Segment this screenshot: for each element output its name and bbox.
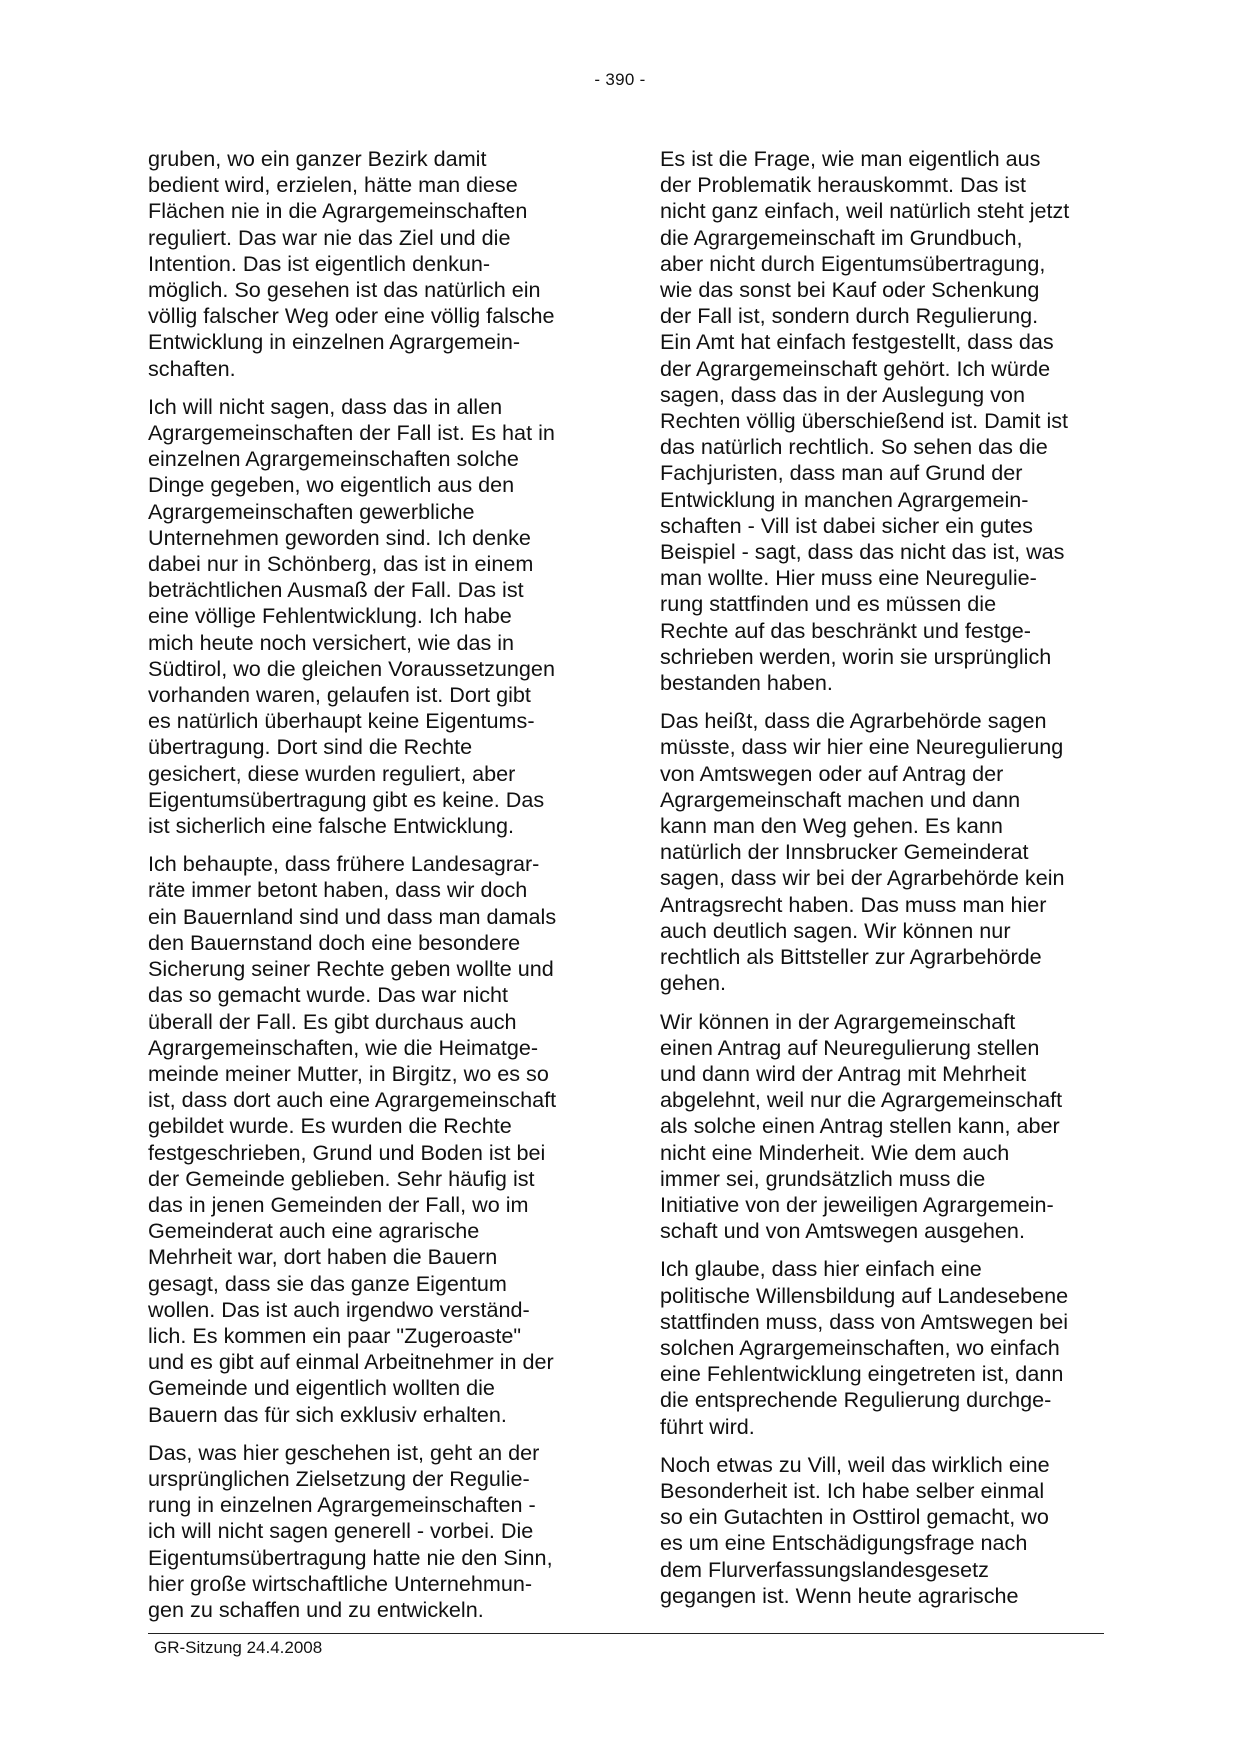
- text-line: solchen Agrargemeinschaften, wo einfach: [660, 1334, 1060, 1360]
- text-line: gruben, wo ein ganzer Bezirk damit: [148, 146, 487, 171]
- text-line: lich. Es kommen ein paar "Zugeroaste": [148, 1322, 521, 1348]
- text-line: rung stattfinden und es müssen die: [660, 591, 997, 617]
- text-line: und es gibt auf einmal Arbeitnehmer in der: [148, 1349, 554, 1375]
- text-line: natürlich der Innsbrucker Gemeinderat: [660, 839, 1029, 865]
- text-line: als solche einen Antrag stellen kann, aber: [660, 1113, 1060, 1139]
- text-line: Dinge gegeben, wo eigentlich aus den: [148, 472, 515, 498]
- text-line: mich heute noch versichert, wie das in: [148, 629, 515, 655]
- text-line: und dann wird der Antrag mit Mehrheit: [660, 1060, 1027, 1086]
- text-line: dem Flurverfassungslandesgesetz: [660, 1556, 989, 1582]
- text-line: Eigentumsübertragung hatte nie den Sinn,: [148, 1544, 553, 1570]
- text-line: schaft und von Amtswegen ausgehen.: [660, 1218, 1025, 1244]
- text-line: bestanden haben.: [660, 670, 833, 696]
- footer-divider: [148, 1633, 1104, 1634]
- text-line: hier große wirtschaftliche Unternehmun-: [148, 1570, 533, 1596]
- text-line: Das heißt, dass die Agrarbehörde sagen: [660, 708, 1047, 734]
- right-paragraph: [660, 146, 1090, 696]
- text-line: wollen. Das ist auch irgendwo verständ-: [148, 1296, 530, 1322]
- text-line: vorhanden waren, gelaufen ist. Dort gibt: [148, 682, 531, 708]
- text-line: abgelehnt, weil nur die Agrargemeinschaft: [660, 1087, 1063, 1113]
- text-line: kann man den Weg gehen. Es kann: [660, 813, 1003, 839]
- text-line: bedient wird, erzielen, hätte man diese: [148, 172, 518, 198]
- text-line: Agrargemeinschaften gewerbliche: [148, 498, 475, 524]
- text-line: das natürlich rechtlich. So sehen das die: [660, 434, 1048, 460]
- text-line: stattfinden muss, dass von Amtswegen bei: [660, 1308, 1069, 1334]
- text-line: Unternehmen geworden sind. Ich denke: [148, 524, 531, 550]
- text-line: immer sei, grundsätzlich muss die: [660, 1165, 986, 1191]
- text-line: sagen, dass wir bei der Agrarbehörde kein: [660, 865, 1065, 891]
- text-line: den Bauernstand doch eine besondere: [148, 929, 521, 955]
- page-number: - 390 -: [594, 70, 646, 89]
- text-line: gen zu schaffen und zu entwickeln.: [148, 1596, 484, 1622]
- text-line: politische Willensbildung auf Landesebene: [660, 1282, 1069, 1308]
- text-line: müsste, dass wir hier eine Neuregulierung: [660, 734, 1064, 760]
- text-line: Initiative von der jeweiligen Agrargemein-: [660, 1191, 1054, 1217]
- text-line: die Agrargemeinschaft im Grundbuch,: [660, 224, 1023, 250]
- text-line: man wollte. Hier muss eine Neuregulie-: [660, 565, 1037, 591]
- left-paragraph: [148, 851, 578, 1427]
- text-line: reguliert. Das war nie das Ziel und die: [148, 224, 511, 250]
- left-paragraph: [148, 394, 578, 839]
- text-line: Antragsrecht haben. Das muss man hier: [660, 891, 1047, 917]
- text-line: der Problematik herauskommt. Das ist: [660, 172, 1027, 198]
- text-line: Sicherung seiner Rechte geben wollte und: [148, 956, 554, 982]
- text-line: Entwicklung in einzelnen Agrargemein-: [148, 329, 521, 355]
- text-line: möglich. So gesehen ist das natürlich ein: [148, 277, 541, 303]
- text-line: Noch etwas zu Vill, weil das wirklich eine: [660, 1451, 1050, 1477]
- text-line: das in jenen Gemeinden der Fall, wo im: [148, 1191, 529, 1217]
- right-paragraph: [660, 1452, 1090, 1609]
- right-paragraph: [660, 708, 1090, 996]
- text-line: Mehrheit war, dort haben die Bauern: [148, 1244, 498, 1270]
- text-line: völlig falscher Weg oder eine völlig falsche: [148, 303, 555, 329]
- text-line: Besonderheit ist. Ich habe selber einmal: [660, 1477, 1045, 1503]
- text-line: Ich will nicht sagen, dass das in allen: [148, 393, 503, 419]
- text-line: aber nicht durch Eigentumsübertragung,: [660, 250, 1046, 276]
- text-line: Es ist die Frage, wie man eigentlich aus: [660, 146, 1041, 171]
- text-line: gebildet wurde. Es wurden die Rechte: [148, 1113, 512, 1139]
- text-line: Ich glaube, dass hier einfach eine: [660, 1256, 982, 1282]
- text-line: gesagt, dass sie das ganze Eigentum: [148, 1270, 507, 1296]
- text-line: Ein Amt hat einfach festgestellt, dass das: [660, 329, 1054, 355]
- text-line: schaften - Vill ist dabei sicher ein gutes: [660, 512, 1033, 538]
- text-line: Wir können in der Agrargemeinschaft: [660, 1008, 1016, 1034]
- text-line: Agrargemeinschaft machen und dann: [660, 786, 1021, 812]
- text-line: meinde meiner Mutter, in Birgitz, wo es so: [148, 1060, 549, 1086]
- text-line: überall der Fall. Es gibt durchaus auch: [148, 1008, 517, 1034]
- right-text-column: [660, 146, 1090, 1621]
- text-line: schaften.: [148, 355, 236, 381]
- text-line: der Agrargemeinschaft gehört. Ich würde: [660, 355, 1051, 381]
- text-line: ein Bauernland sind und dass man damals: [148, 903, 557, 929]
- text-line: Das, was hier geschehen ist, geht an der: [148, 1439, 540, 1465]
- text-line: gegangen ist. Wenn heute agrarische: [660, 1582, 1019, 1608]
- text-line: eine Fehlentwicklung eingetreten ist, dann: [660, 1361, 1064, 1387]
- text-line: die entsprechende Regulierung durchge-: [660, 1387, 1052, 1413]
- text-line: Intention. Das ist eigentlich denkun-: [148, 250, 491, 276]
- text-line: ursprünglichen Zielsetzung der Regulie-: [148, 1465, 530, 1491]
- text-line: Südtirol, wo die gleichen Voraussetzungen: [148, 655, 555, 681]
- text-line: nicht eine Minderheit. Wie dem auch: [660, 1139, 1010, 1165]
- text-line: Beispiel - sagt, dass das nicht das ist, was: [660, 539, 1065, 565]
- text-line: nicht ganz einfach, weil natürlich steht jetzt: [660, 198, 1070, 224]
- text-line: Fachjuristen, dass man auf Grund der: [660, 460, 1023, 486]
- text-line: einzelnen Agrargemeinschaften solche: [148, 446, 519, 472]
- text-line: übertragung. Dort sind die Rechte: [148, 734, 473, 760]
- text-line: rechtlich als Bittsteller zur Agrarbehörde: [660, 944, 1042, 970]
- text-line: Ich behaupte, dass frühere Landesagrar-: [148, 851, 540, 877]
- text-line: der Fall ist, sondern durch Regulierung.: [660, 303, 1039, 329]
- text-line: dabei nur in Schönberg, das ist in einem: [148, 551, 534, 577]
- text-line: so ein Gutachten in Osttirol gemacht, wo: [660, 1504, 1049, 1530]
- text-line: führt wird.: [660, 1413, 755, 1439]
- text-line: Entwicklung in manchen Agrargemein-: [660, 486, 1029, 512]
- text-line: sagen, dass das in der Auslegung von: [660, 381, 1025, 407]
- text-line: gesichert, diese wurden reguliert, aber: [148, 760, 516, 786]
- text-line: ist, dass dort auch eine Agrargemeinschaft: [148, 1087, 557, 1113]
- text-line: Agrargemeinschaften der Fall ist. Es hat in: [148, 420, 555, 446]
- text-line: Rechten völlig überschießend ist. Damit ist: [660, 408, 1069, 434]
- left-text-column: [148, 146, 578, 1635]
- text-line: räte immer betont haben, dass wir doch: [148, 877, 528, 903]
- text-line: Gemeinderat auch eine agrarische: [148, 1218, 480, 1244]
- text-line: schrieben werden, worin sie ursprünglich: [660, 643, 1052, 669]
- text-line: eine völlige Fehlentwicklung. Ich habe: [148, 603, 512, 629]
- text-line: Flächen nie in die Agrargemeinschaften: [148, 198, 528, 224]
- text-line: es um eine Entschädigungsfrage nach: [660, 1530, 1028, 1556]
- text-line: auch deutlich sagen. Wir können nur: [660, 917, 1011, 943]
- text-line: festgeschrieben, Grund und Boden ist bei: [148, 1139, 546, 1165]
- left-paragraph: [148, 1440, 578, 1623]
- text-line: das so gemacht wurde. Das war nicht: [148, 982, 509, 1008]
- right-paragraph: [660, 1256, 1090, 1439]
- text-line: von Amtswegen oder auf Antrag der: [660, 760, 1004, 786]
- text-line: wie das sonst bei Kauf oder Schenkung: [660, 277, 1040, 303]
- text-line: Eigentumsübertragung gibt es keine. Das: [148, 786, 545, 812]
- text-line: ich will nicht sagen generell - vorbei. Die: [148, 1518, 534, 1544]
- text-line: Rechte auf das beschränkt und festge-: [660, 617, 1031, 643]
- text-line: gehen.: [660, 970, 727, 996]
- text-line: es natürlich überhaupt keine Eigentums-: [148, 708, 535, 734]
- right-paragraph: [660, 1009, 1090, 1245]
- text-line: Bauern das für sich exklusiv erhalten.: [148, 1401, 507, 1427]
- text-line: einen Antrag auf Neuregulierung stellen: [660, 1034, 1040, 1060]
- text-line: beträchtlichen Ausmaß der Fall. Das ist: [148, 577, 524, 603]
- footer-session-date: GR-Sitzung 24.4.2008: [154, 1638, 323, 1657]
- left-paragraph: [148, 146, 578, 382]
- text-line: der Gemeinde geblieben. Sehr häufig ist: [148, 1165, 535, 1191]
- text-line: ist sicherlich eine falsche Entwicklung.: [148, 813, 515, 839]
- text-line: Agrargemeinschaften, wie die Heimatge-: [148, 1034, 539, 1060]
- text-line: rung in einzelnen Agrargemeinschaften -: [148, 1492, 536, 1518]
- text-line: Gemeinde und eigentlich wollten die: [148, 1375, 495, 1401]
